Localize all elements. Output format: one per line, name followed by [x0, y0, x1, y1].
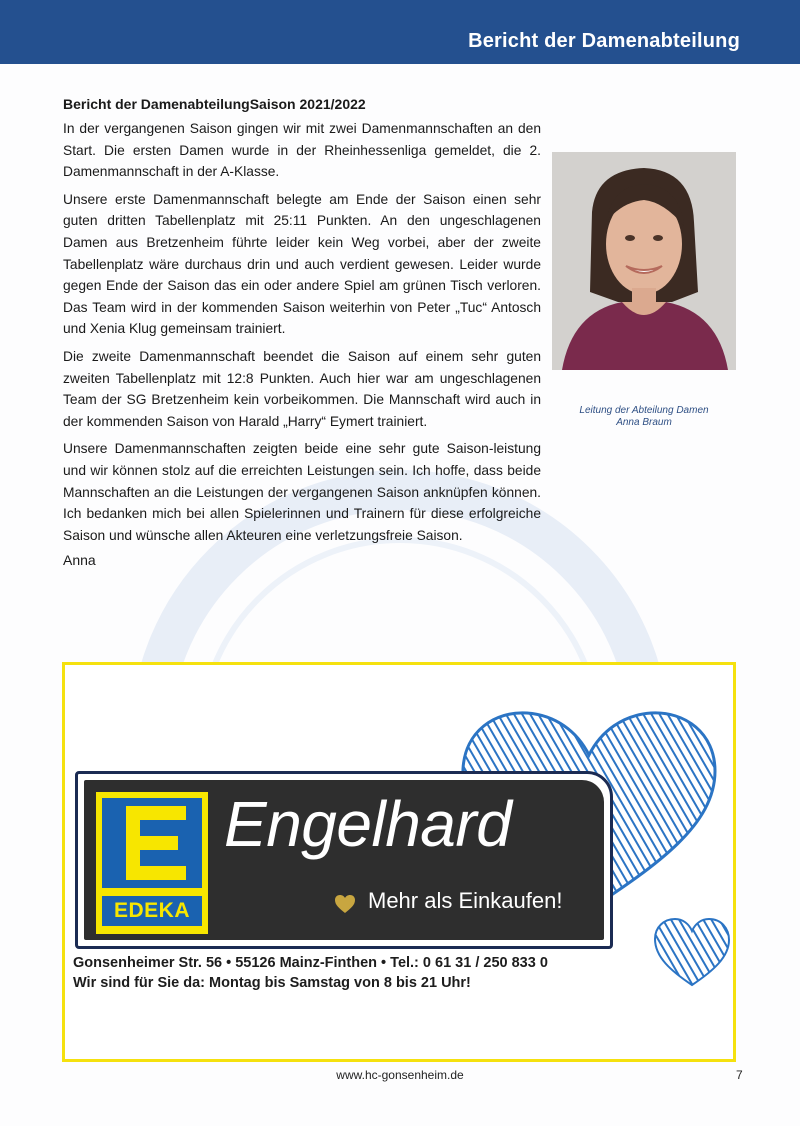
- edeka-e-icon: [126, 806, 186, 880]
- slogan: Mehr als Einkaufen!: [368, 888, 563, 913]
- edeka-logo-field: [102, 798, 202, 888]
- article-paragraph: In der vergangenen Saison gingen wir mit zwei Damenmannschaften an den Start. Die ersten Damen wurde in der Rheinhessenliga gemeldet, die 2. Damenmannschaft in der A-Klasse.: [63, 121, 541, 180]
- heart-icon: [651, 915, 733, 987]
- edeka-logo-text: EDEKA: [102, 896, 202, 926]
- portrait-photo: [552, 152, 736, 370]
- store-address: [73, 953, 548, 993]
- portrait-illustration: [552, 152, 736, 370]
- article-paragraph: Unsere erste Damenmannschaft belegte am Ende der Saison einen sehr guten dritten Tabellenplatz mit 25:11 Punkten. An den ungeschlagenen Damen aus Bretzenheim führte leider kein Weg vorbei, aber der zweite Tabellenplatz wäre durchaus drin und auch verdient gewesen. Leider wurde gegen Ende der Saison das ein oder andere Spiel am grünen Tisch verloren. Das Team wird in der kommenden Saison weiterhin von Peter „Tuc“ Antosch und Xenia Klug gemeinsam trainiert.: [63, 191, 541, 337]
- store-name: Engelhard: [224, 788, 512, 860]
- edeka-logo: [96, 792, 208, 934]
- footer-url: www.hc-gonsenheim.de: [336, 1068, 464, 1082]
- heart-icon: [334, 894, 356, 914]
- article-paragraph: Unsere Damenmannschaften zeigten beide eine sehr gute Saison-leistung und wir können stolz auf die erreichten Leistungen sein. Ich hoffe, dass beide Mannschaften an die Leistungen der vergangenen Saison anknüpfen können. Ich bedanken mich bei allen Spielerinnen und Trainern für diese erfolgreiche Saison und wünsche allen Akteuren eine verletzungsfreie Saison.: [63, 441, 541, 543]
- article-paragraph: Die zweite Damenmannschaft beendet die Saison auf einem sehr guten zweiten Tabellenplatz mit 12:8 Punkten. Auch hier war am ungeschlagenen Team der SG Bretzenheim kein vorbeikommen. Die Mannschaft wird auch in der kommenden Saison von Harald „Harry“ Eymert trainiert.: [63, 348, 541, 429]
- address-line: Gonsenheimer Str. 56 • 55126 Mainz-Finthen • Tel.: 0 61 31 / 250 833 0: [73, 955, 548, 971]
- opening-hours: Wir sind für Sie da: Montag bis Samstag von 8 bis 21 Uhr!: [73, 975, 471, 991]
- article-signature: Anna: [63, 552, 96, 569]
- page-header: [0, 0, 800, 64]
- page-number: 7: [736, 1068, 743, 1082]
- photo-caption: [552, 405, 736, 429]
- caption-line: Leitung der Abteilung Damen: [579, 405, 709, 416]
- section-title: Bericht der Damenabteilung: [468, 30, 740, 52]
- edeka-advertisement: [62, 662, 736, 1062]
- caption-name: Anna Braum: [616, 417, 672, 428]
- article: [63, 96, 541, 568]
- brand-plate: [75, 771, 613, 949]
- article-heading: Bericht der DamenabteilungSaison 2021/2022: [63, 96, 366, 112]
